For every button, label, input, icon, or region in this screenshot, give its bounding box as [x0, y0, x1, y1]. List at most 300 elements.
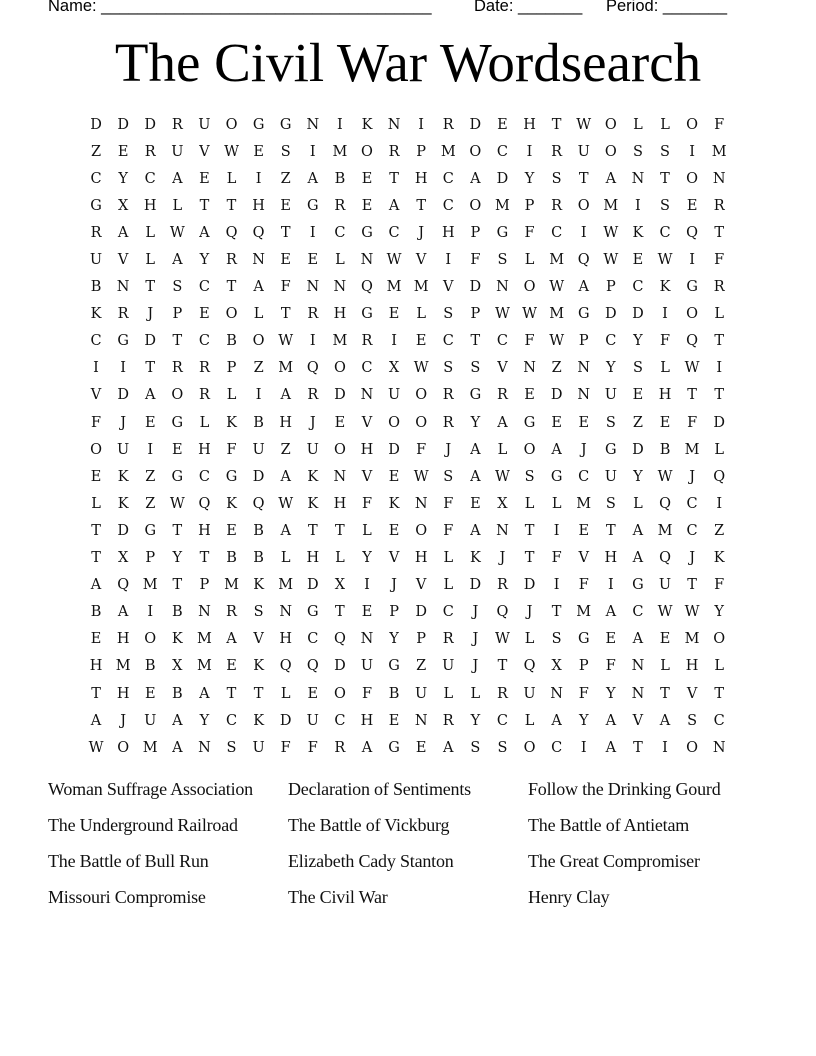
grid-letter: J — [120, 414, 127, 431]
grid-letter: V — [415, 577, 427, 594]
grid-letter: T — [416, 197, 426, 214]
grid-letter: W — [413, 468, 429, 485]
grid-letter: R — [226, 252, 237, 269]
grid-letter: D — [117, 387, 129, 404]
grid-letter: L — [335, 550, 345, 567]
grid-letter: U — [387, 387, 401, 404]
grid-letter: D — [306, 577, 319, 594]
word-list-item: Missouri Compromise — [48, 887, 206, 907]
grid-letter: O — [469, 197, 482, 214]
grid-letter: T — [280, 224, 291, 241]
grid-letter: W — [88, 739, 104, 756]
grid-letter: I — [553, 522, 560, 539]
grid-letter: S — [632, 143, 643, 160]
grid-letter: M — [495, 197, 510, 214]
grid-letter: L — [172, 197, 183, 214]
grid-letter: R — [442, 387, 454, 404]
grid-letter: T — [226, 279, 237, 296]
grid-letter: T — [524, 522, 535, 539]
word-list-item: Elizabeth Cady Stanton — [288, 851, 454, 871]
grid-letter: W — [278, 333, 294, 350]
grid-letter: B — [90, 604, 102, 621]
grid-letter: K — [253, 577, 265, 594]
grid-letter: Y — [199, 712, 210, 729]
grid-letter: H — [306, 550, 320, 567]
grid-letter: W — [549, 333, 565, 350]
grid-letter: M — [196, 631, 212, 648]
grid-letter: T — [660, 685, 670, 702]
grid-letter: S — [660, 197, 670, 214]
grid-letter: A — [280, 522, 291, 539]
grid-letter: V — [361, 468, 373, 485]
grid-letter: D — [469, 279, 482, 296]
grid-letter: D — [632, 441, 644, 458]
grid-letter: A — [443, 739, 454, 756]
grid-letter: G — [632, 577, 644, 594]
grid-letter: L — [524, 495, 535, 512]
grid-letter: D — [144, 333, 157, 350]
grid-letter: U — [577, 143, 590, 160]
grid-letter: W — [495, 631, 510, 648]
grid-letter: A — [551, 712, 562, 729]
grid-letter: M — [684, 441, 700, 458]
grid-letter: N — [333, 468, 347, 485]
grid-letter: J — [472, 631, 479, 648]
grid-letter: C — [632, 279, 644, 296]
grid-letter: E — [334, 414, 346, 431]
grid-letter: H — [414, 170, 428, 187]
grid-letter: I — [337, 116, 343, 133]
grid-letter: A — [117, 224, 129, 241]
date-field[interactable]: Date: _______ — [474, 0, 583, 15]
grid-letter: T — [91, 685, 101, 702]
page-title: The Civil War Wordsearch — [114, 32, 702, 93]
grid-letter: W — [657, 604, 673, 621]
grid-letter: T — [172, 577, 183, 594]
grid-letter: O — [117, 739, 130, 756]
grid-letter: L — [633, 116, 643, 133]
grid-letter: P — [226, 360, 237, 377]
grid-letter: R — [442, 712, 454, 729]
grid-letter: Y — [714, 604, 724, 621]
grid-letter: C — [198, 333, 210, 350]
grid-letter: P — [145, 550, 156, 567]
grid-letter: S — [632, 360, 643, 377]
grid-letter: N — [279, 604, 293, 621]
grid-letter: M — [684, 631, 700, 648]
grid-letter: D — [279, 712, 292, 729]
grid-letter: L — [660, 658, 670, 675]
grid-letter: W — [224, 143, 239, 160]
grid-letter: L — [714, 306, 725, 323]
grid-letter: U — [604, 387, 617, 404]
grid-letter: E — [117, 143, 129, 160]
grid-letter: C — [442, 333, 454, 350]
grid-letter: K — [632, 224, 644, 241]
grid-letter: L — [714, 658, 725, 675]
grid-letter: H — [116, 631, 130, 648]
grid-letter: O — [686, 739, 699, 756]
grid-letter: R — [226, 604, 237, 621]
grid-letter: U — [117, 441, 130, 458]
grid-letter: Y — [470, 712, 481, 729]
grid-letter: T — [172, 333, 183, 350]
grid-letter: Q — [306, 360, 319, 377]
grid-letter: T — [687, 387, 697, 404]
grid-letter: O — [225, 116, 238, 133]
grid-letter: D — [632, 306, 644, 323]
grid-letter: C — [144, 170, 156, 187]
grid-letter: T — [335, 522, 345, 539]
grid-letter: O — [713, 631, 726, 648]
grid-letter: A — [470, 522, 481, 539]
name-field[interactable]: Name: ____________________________________ — [48, 0, 432, 15]
grid-letter: O — [144, 631, 157, 648]
grid-letter: X — [551, 658, 562, 675]
grid-letter: Z — [714, 522, 725, 539]
grid-letter: K — [117, 468, 129, 485]
grid-letter: Q — [496, 604, 509, 621]
grid-letter: H — [198, 441, 211, 458]
grid-letter: N — [116, 279, 130, 296]
grid-letter: H — [333, 306, 347, 323]
grid-letter: E — [90, 631, 102, 648]
grid-letter: D — [117, 522, 129, 539]
grid-letter: U — [306, 441, 319, 458]
grid-letter: E — [172, 441, 183, 458]
grid-letter: D — [469, 577, 482, 594]
grid-letter: D — [550, 387, 563, 404]
grid-letter: I — [689, 252, 695, 269]
grid-letter: A — [172, 712, 183, 729]
grid-letter: Q — [279, 658, 292, 675]
grid-letter: E — [605, 631, 617, 648]
grid-letter: L — [226, 170, 237, 187]
grid-letter: H — [116, 685, 130, 702]
grid-letter: G — [307, 197, 319, 214]
grid-letter: C — [496, 143, 508, 160]
grid-letter: M — [711, 143, 727, 160]
grid-letter: K — [307, 495, 319, 512]
grid-letter: X — [497, 495, 508, 512]
grid-letter: A — [307, 170, 319, 187]
grid-letter: W — [413, 360, 429, 377]
grid-letter: J — [526, 604, 533, 621]
grid-letter: B — [90, 279, 102, 296]
grid-letter: U — [306, 712, 319, 729]
grid-letter: G — [469, 387, 482, 404]
grid-letter: F — [659, 333, 671, 350]
grid-letter: U — [442, 658, 455, 675]
grid-letter: B — [226, 333, 237, 350]
word-list-item: Follow the Drinking Gourd — [528, 779, 721, 799]
grid-letter: M — [115, 658, 131, 675]
grid-letter: L — [335, 252, 345, 269]
grid-letter: B — [388, 685, 400, 702]
grid-letter: N — [252, 252, 265, 269]
grid-letter: E — [226, 522, 237, 539]
grid-letter: C — [496, 712, 508, 729]
grid-letter: K — [171, 631, 183, 648]
grid-letter: N — [496, 522, 509, 539]
grid-letter: R — [307, 306, 319, 323]
grid-letter: I — [391, 333, 397, 350]
grid-letter: A — [253, 279, 264, 296]
grid-letter: B — [253, 550, 264, 567]
grid-letter: O — [686, 170, 699, 187]
grid-letter: G — [279, 116, 292, 133]
grid-letter: I — [689, 143, 695, 160]
grid-letter: D — [90, 116, 102, 133]
grid-letter: P — [578, 658, 589, 675]
grid-letter: E — [415, 739, 427, 756]
grid-letter: N — [577, 387, 591, 404]
grid-letter: G — [171, 414, 184, 431]
grid-letter: C — [659, 224, 671, 241]
grid-letter: T — [524, 550, 535, 567]
grid-letter: F — [91, 414, 102, 431]
grid-letter: S — [605, 414, 616, 431]
grid-letter: R — [551, 197, 563, 214]
grid-letter: S — [660, 143, 670, 160]
grid-letter: G — [686, 279, 698, 296]
grid-letter: F — [307, 739, 318, 756]
grid-letter: E — [632, 387, 644, 404]
grid-letter: C — [388, 224, 400, 241]
grid-letter: E — [578, 414, 590, 431]
grid-letter: O — [333, 360, 346, 377]
grid-letter: F — [361, 495, 373, 512]
grid-letter: N — [360, 631, 374, 648]
grid-letter: P — [470, 224, 481, 241]
grid-letter: S — [172, 279, 183, 296]
grid-letter: K — [226, 495, 237, 512]
grid-letter: O — [523, 279, 536, 296]
grid-letter: H — [333, 495, 347, 512]
grid-letter: P — [389, 604, 399, 621]
grid-letter: D — [334, 387, 346, 404]
grid-letter: G — [496, 224, 509, 241]
grid-letter: L — [226, 387, 237, 404]
grid-letter: J — [309, 414, 316, 431]
grid-letter: E — [388, 306, 400, 323]
grid-letter: V — [90, 387, 102, 404]
grid-letter: Y — [633, 333, 643, 350]
grid-letter: U — [658, 577, 672, 594]
grid-letter: N — [306, 116, 320, 133]
grid-letter: I — [580, 224, 587, 241]
grid-letter: J — [391, 577, 397, 594]
grid-letter: L — [551, 495, 562, 512]
grid-letter: I — [255, 387, 262, 404]
grid-letter: I — [662, 306, 668, 323]
grid-letter: L — [199, 414, 210, 431]
grid-letter: O — [604, 143, 617, 160]
grid-letter: R — [307, 387, 319, 404]
grid-letter: L — [660, 360, 670, 377]
grid-letter: G — [550, 468, 563, 485]
grid-letter: Q — [333, 631, 346, 648]
grid-letter: H — [523, 116, 536, 133]
grid-letter: A — [199, 224, 210, 241]
grid-letter: E — [470, 495, 481, 512]
grid-letter: E — [361, 170, 373, 187]
grid-letter: Q — [686, 333, 699, 350]
grid-letter: C — [361, 360, 373, 377]
grid-letter: T — [253, 685, 264, 702]
grid-letter: V — [253, 631, 264, 648]
grid-letter: J — [147, 306, 154, 323]
grid-letter: T — [497, 658, 508, 675]
word-list-item: The Civil War — [288, 887, 388, 907]
grid-letter: S — [443, 468, 454, 485]
grid-letter: E — [659, 631, 671, 648]
grid-letter: J — [689, 550, 696, 567]
grid-letter: Z — [280, 441, 291, 458]
grid-letter: E — [415, 333, 427, 350]
grid-letter: O — [252, 333, 265, 350]
grid-letter: S — [497, 252, 508, 269]
grid-letter: A — [172, 739, 183, 756]
grid-letter: O — [361, 143, 373, 160]
grid-letter: X — [117, 550, 129, 567]
grid-letter: Q — [523, 658, 536, 675]
grid-letter: K — [226, 414, 237, 431]
grid-letter: I — [526, 143, 533, 160]
grid-letter: Z — [632, 414, 643, 431]
grid-letter: R — [442, 631, 454, 648]
grid-letter: E — [686, 197, 698, 214]
grid-letter: W — [495, 468, 510, 485]
grid-letter: C — [334, 224, 346, 241]
grid-letter: F — [280, 739, 291, 756]
grid-letter: P — [172, 306, 183, 323]
grid-letter: A — [117, 604, 129, 621]
grid-letter: O — [523, 739, 536, 756]
grid-letter: J — [445, 441, 452, 458]
grid-letter: A — [388, 197, 400, 214]
grid-letter: N — [550, 685, 563, 702]
grid-letter: P — [524, 197, 535, 214]
grid-letter: R — [334, 197, 346, 214]
word-list-item: The Battle of Vickburg — [288, 815, 450, 835]
grid-letter: V — [497, 360, 508, 377]
grid-letter: Y — [524, 170, 535, 187]
grid-letter: Q — [225, 224, 238, 241]
grid-letter: O — [415, 387, 428, 404]
grid-letter: W — [549, 279, 565, 296]
grid-letter: V — [578, 550, 589, 567]
grid-letter: N — [631, 685, 645, 702]
grid-letter: O — [388, 414, 401, 431]
grid-letter: Z — [91, 143, 102, 160]
grid-letter: U — [198, 116, 211, 133]
grid-letter: G — [361, 306, 373, 323]
grid-letter: A — [605, 712, 617, 729]
grid-letter: E — [307, 252, 319, 269]
grid-letter: K — [361, 116, 373, 133]
grid-letter: H — [360, 441, 374, 458]
grid-letter: A — [90, 577, 102, 594]
grid-letter: Y — [606, 685, 616, 702]
grid-letter: E — [144, 685, 156, 702]
grid-letter: E — [388, 712, 400, 729]
grid-letter: H — [198, 522, 211, 539]
grid-letter: V — [686, 685, 698, 702]
grid-letter: C — [307, 631, 319, 648]
grid-letter: C — [605, 333, 617, 350]
grid-letter: W — [684, 604, 700, 621]
grid-letter: S — [687, 712, 698, 729]
grid-letter: Q — [252, 224, 265, 241]
grid-letter: A — [199, 685, 210, 702]
grid-letter: W — [495, 306, 510, 323]
grid-letter: S — [497, 739, 508, 756]
grid-letter: T — [91, 550, 101, 567]
grid-letter: Q — [713, 468, 726, 485]
grid-letter: G — [605, 441, 617, 458]
grid-letter: W — [576, 116, 592, 133]
grid-letter: T — [335, 604, 345, 621]
grid-letter: U — [604, 468, 617, 485]
grid-letter: C — [686, 495, 698, 512]
grid-letter: L — [443, 685, 454, 702]
grid-letter: S — [443, 360, 454, 377]
grid-letter: W — [386, 252, 402, 269]
student-info-header — [48, 0, 768, 19]
grid-letter: A — [226, 631, 237, 648]
grid-letter: C — [90, 333, 102, 350]
grid-letter: G — [144, 522, 157, 539]
grid-letter: O — [523, 441, 536, 458]
grid-letter: T — [226, 197, 237, 214]
grid-letter: X — [334, 577, 346, 594]
grid-letter: M — [142, 577, 158, 594]
grid-letter: G — [577, 631, 590, 648]
grid-letter: A — [90, 712, 102, 729]
grid-letter: A — [470, 468, 481, 485]
grid-letter: S — [470, 739, 481, 756]
grid-letter: C — [442, 197, 454, 214]
grid-letter: A — [605, 739, 617, 756]
grid-letter: B — [659, 441, 671, 458]
period-field[interactable]: Period: _______ — [606, 0, 728, 15]
grid-letter: U — [523, 685, 536, 702]
grid-letter: F — [524, 333, 535, 350]
grid-letter: W — [169, 495, 185, 512]
grid-letter: O — [686, 306, 699, 323]
grid-letter: B — [144, 658, 156, 675]
grid-letter: E — [361, 604, 373, 621]
grid-letter: Q — [577, 252, 590, 269]
grid-letter: S — [605, 495, 616, 512]
grid-letter: I — [147, 604, 154, 621]
grid-letter: L — [497, 441, 508, 458]
grid-letter: L — [253, 306, 264, 323]
grid-letter: W — [657, 252, 673, 269]
grid-letter: R — [171, 360, 183, 377]
grid-letter: A — [470, 170, 481, 187]
grid-letter: J — [472, 604, 479, 621]
grid-letter: E — [144, 414, 156, 431]
grid-letter: J — [472, 658, 479, 675]
grid-letter: O — [333, 441, 346, 458]
grid-letter: P — [416, 631, 427, 648]
grid-letter: S — [524, 468, 535, 485]
grid-letter: F — [443, 495, 454, 512]
grid-letter: V — [199, 143, 210, 160]
grid-letter: G — [225, 468, 238, 485]
